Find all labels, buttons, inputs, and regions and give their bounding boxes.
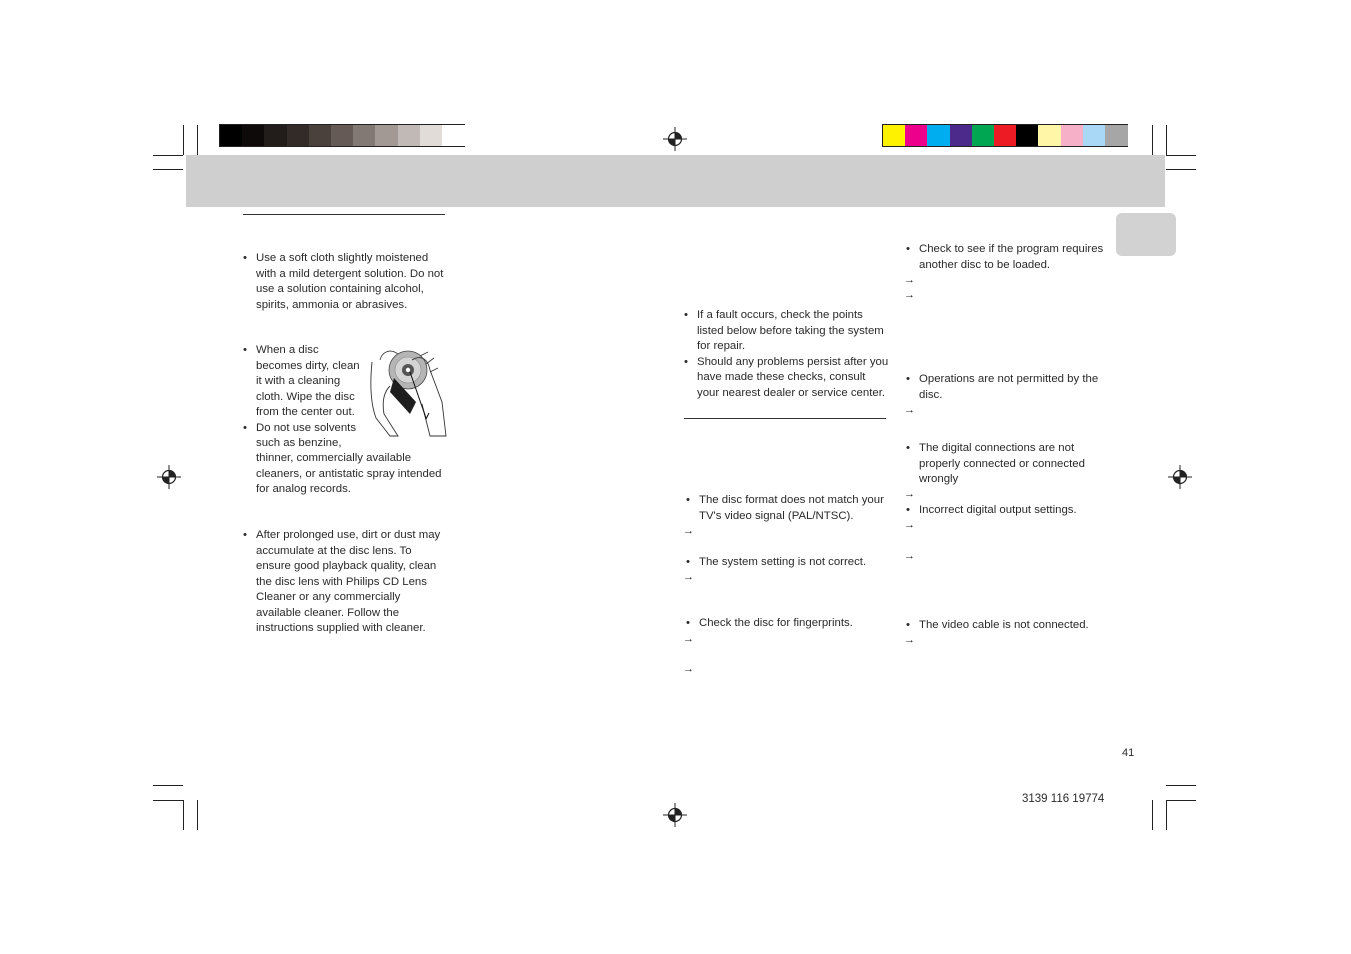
list-item: • The system setting is not correct.: [685, 555, 887, 571]
arrow-icon: →: [904, 404, 915, 416]
text-line: from the center out.: [256, 406, 355, 418]
color-swatch: [1083, 125, 1106, 146]
problem-fingerprints: [685, 616, 887, 632]
color-swatch: [1061, 125, 1084, 146]
grayscale-calibration-bar: [219, 124, 465, 147]
disc-cleaning-hand-illustration: [368, 342, 448, 438]
list-item: [242, 343, 372, 421]
color-swatch: [375, 125, 398, 146]
problem-video-cable: [905, 618, 1110, 634]
color-swatch: [950, 125, 973, 146]
registration-mark-icon: [157, 465, 181, 489]
list-item: • Should any problems persist after you have made these checks, consult your nearest dealer or service center.: [683, 355, 889, 402]
document-code: 3139 116 19774: [1022, 793, 1105, 805]
registration-mark-icon: [663, 127, 687, 151]
text-line: becomes dirty, clean: [256, 359, 360, 372]
list-item: • Check to see if the program requires another disc to be loaded.: [905, 242, 1110, 273]
color-swatch: [1038, 125, 1061, 146]
list-item: • The video cable is not connected.: [905, 618, 1110, 634]
language-side-tab: [1116, 213, 1176, 256]
color-swatch: [927, 125, 950, 146]
color-calibration-bar: [882, 124, 1128, 147]
disc-cleaning-list: [242, 343, 372, 452]
color-swatch: [883, 125, 906, 146]
color-swatch: [264, 125, 287, 146]
lens-cleaning-list: [242, 528, 448, 637]
troubleshooting-intro-list: [683, 308, 889, 401]
list-item: [242, 421, 372, 452]
text-line: cloth. Wipe the disc: [256, 390, 355, 403]
color-swatch: [287, 125, 310, 146]
list-item: • Operations are not permitted by the disc.: [905, 372, 1110, 403]
color-swatch: [1105, 125, 1128, 146]
text-line: for analog records.: [256, 483, 351, 495]
problem-digital-output: [905, 503, 1110, 519]
section-rule: [684, 418, 886, 419]
color-swatch: [972, 125, 995, 146]
color-swatch: [309, 125, 332, 146]
text-line: When a disc: [256, 344, 319, 356]
list-item: • After prolonged use, dirt or dust may accumulate at the disc lens. To ensure good playback quality, clean the disc lens with Philips CD Lens Cleaner or any commercially available cleaner. Follow the instructions supplied with cleaner.: [242, 528, 448, 637]
color-swatch: [242, 125, 265, 146]
color-swatch: [420, 125, 443, 146]
disc-item-continuation: [256, 451, 456, 498]
problem-program: [905, 242, 1110, 273]
page-number: 41: [1122, 747, 1135, 759]
color-swatch: [905, 125, 928, 146]
problem-system-setting: [685, 555, 887, 571]
list-item: • Incorrect digital output settings.: [905, 503, 1110, 519]
text-line: thinner, commercially available: [256, 452, 412, 464]
list-item: • The digital connections are not properly connected or connected wrongly: [905, 441, 1110, 488]
arrow-icon: →: [904, 488, 915, 500]
problem-digital-connections: [905, 441, 1110, 488]
arrow-icon: →: [904, 550, 915, 562]
arrow-icon: →: [904, 289, 915, 301]
color-swatch: [994, 125, 1017, 146]
arrow-icon: →: [904, 519, 915, 531]
registration-mark-icon: [663, 803, 687, 827]
arrow-icon: →: [904, 274, 915, 286]
arrow-icon: →: [683, 525, 694, 537]
registration-mark-icon: [1168, 465, 1192, 489]
list-item: • The disc format does not match your TV's video signal (PAL/NTSC).: [685, 493, 887, 524]
color-swatch: [220, 125, 243, 146]
arrow-icon: →: [683, 633, 694, 645]
list-item: • If a fault occurs, check the points listed below before taking the system for repair.: [683, 308, 889, 355]
arrow-icon: →: [683, 571, 694, 583]
text-line: it with a cleaning: [256, 375, 341, 387]
header-band: [186, 155, 1165, 207]
color-swatch: [398, 125, 421, 146]
color-swatch: [442, 125, 465, 146]
list-item: • Check the disc for fingerprints.: [685, 616, 887, 632]
color-swatch: [331, 125, 354, 146]
cleaning-cabinet-list: [242, 251, 447, 313]
text-line: such as benzine,: [256, 437, 342, 449]
color-swatch: [1016, 125, 1039, 146]
problem-operations: [905, 372, 1110, 403]
arrow-icon: →: [904, 634, 915, 646]
problem-pal-ntsc: [685, 493, 887, 524]
arrow-icon: →: [683, 663, 694, 675]
text-line: Do not use solvents: [256, 421, 357, 434]
section-rule: [243, 214, 445, 215]
text-line: cleaners, or antistatic spray intended: [256, 467, 442, 480]
color-swatch: [353, 125, 376, 146]
list-item: • Use a soft cloth slightly moistened with a mild detergent solution. Do not use a solution containing alcohol, spirits, ammonia or abrasives.: [242, 251, 447, 313]
